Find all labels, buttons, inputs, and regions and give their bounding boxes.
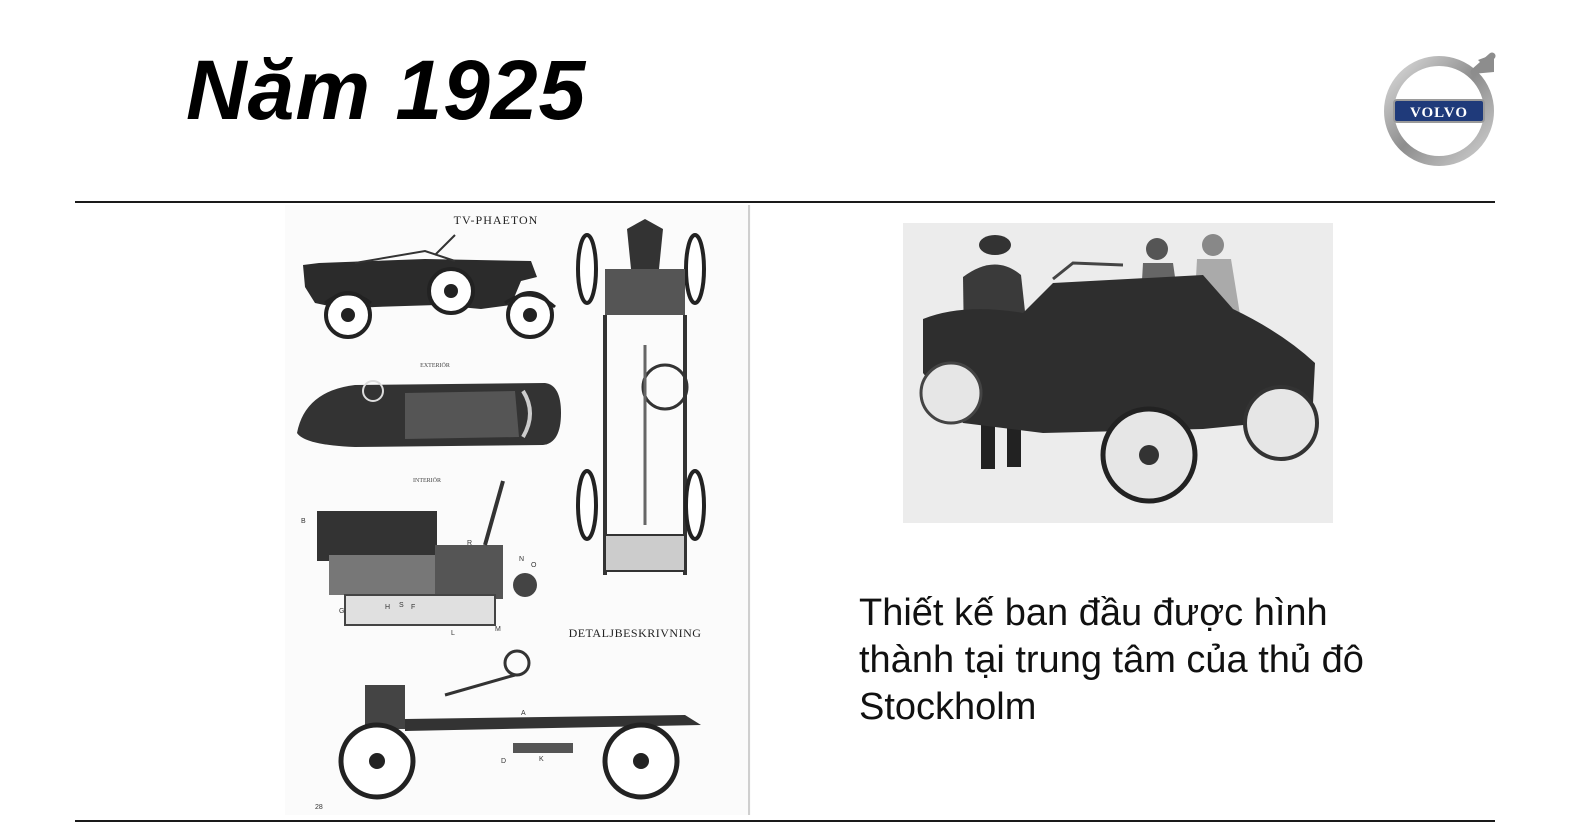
catalog-page-image xyxy=(285,205,751,815)
part-letter-k: K xyxy=(539,756,544,763)
vintage-car-sketch-image xyxy=(903,223,1333,523)
part-letter-b: B xyxy=(301,518,306,525)
part-letter-l: L xyxy=(451,630,455,637)
volvo-logo xyxy=(1382,50,1500,168)
phaeton-top-view-drawing xyxy=(297,381,561,447)
detail-heading: DETALJBESKRIVNING xyxy=(568,626,702,640)
bottom-rule xyxy=(75,820,1495,822)
part-letter-r: R xyxy=(467,540,473,547)
part-letter-a: A xyxy=(521,710,526,717)
part-letter-d: D xyxy=(501,758,507,765)
top-rule xyxy=(75,201,1495,203)
part-letter-h: H xyxy=(385,604,391,611)
catalog-heading: TV-PHAETON xyxy=(453,213,539,227)
label-interior: INTERIÖR xyxy=(413,478,441,484)
label-exterior: EXTERIÖR xyxy=(420,363,450,369)
part-letter-n: N xyxy=(519,556,525,563)
part-letter-m: M xyxy=(495,626,501,633)
part-letter-f: F xyxy=(411,604,416,611)
slide-title: Năm 1925 xyxy=(186,43,587,137)
part-letter-o: O xyxy=(531,562,537,569)
catalog-page-number: 28 xyxy=(315,804,323,811)
part-letter-g: G xyxy=(339,608,345,615)
part-letter-s: S xyxy=(399,602,404,609)
slide-caption: Thiết kế ban đầu được hình thành tại trung tâm của thủ đô Stockholm xyxy=(859,592,1364,728)
logo-wordmark: VOLVO xyxy=(1409,105,1469,121)
